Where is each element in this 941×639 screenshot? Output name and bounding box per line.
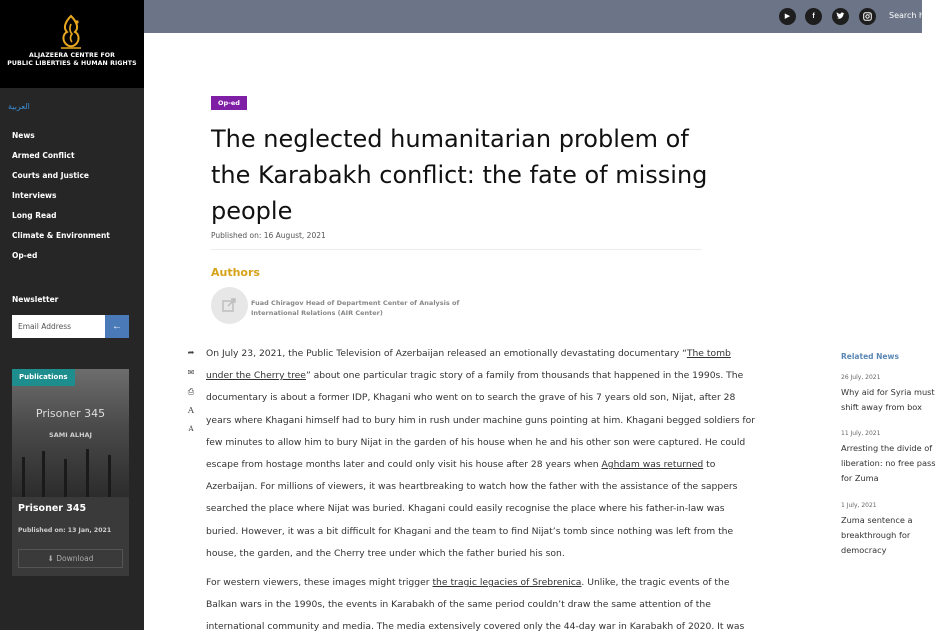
author-avatar[interactable] bbox=[211, 287, 248, 324]
publication-date: Published on: 13 Jan, 2021 bbox=[18, 527, 112, 534]
publications-tag: Publications bbox=[12, 369, 75, 386]
share-icon[interactable]: ➦ bbox=[187, 348, 195, 357]
nav-item-long-read[interactable]: Long Read bbox=[12, 211, 57, 220]
authors-heading: Authors bbox=[211, 266, 260, 279]
related-item-date: 26 July, 2021 bbox=[841, 374, 881, 381]
cover-fence-post bbox=[108, 455, 111, 497]
sidebar bbox=[0, 0, 144, 630]
top-bar bbox=[144, 0, 925, 33]
nav-item-courts-and-justice[interactable]: Courts and Justice bbox=[12, 171, 90, 180]
download-label: Download bbox=[56, 554, 94, 563]
article-title: The neglected humanitarian problem of the Karabakh conflict: the fate of missing people bbox=[211, 125, 708, 225]
link-srebrenica[interactable]: the tragic legacies of Srebrenica bbox=[432, 577, 582, 588]
cover-fence-post bbox=[86, 449, 89, 497]
paragraph-text: For western viewers, these images might trigger bbox=[206, 577, 433, 588]
divider bbox=[211, 249, 702, 250]
logo-line-2: PUBLIC LIBERTIES & HUMAN RIGHTS bbox=[7, 60, 137, 67]
twitter-bird-shape bbox=[836, 12, 845, 20]
logo[interactable] bbox=[0, 0, 144, 88]
related-news-heading: Related News bbox=[841, 352, 899, 361]
main-nav bbox=[12, 130, 110, 270]
nav-item-op-ed[interactable]: Op-ed bbox=[12, 251, 38, 260]
logo-text bbox=[0, 52, 144, 68]
related-item-title[interactable]: Zuma sentence a breakthrough for democracy bbox=[841, 515, 913, 555]
font-increase-icon[interactable]: A bbox=[187, 406, 195, 416]
related-item-date: 1 July, 2021 bbox=[841, 502, 877, 509]
newsletter-submit-button[interactable] bbox=[105, 315, 129, 338]
article-paragraph-1 bbox=[206, 343, 758, 565]
download-button[interactable] bbox=[18, 549, 123, 568]
published-date: Published on: 16 August, 2021 bbox=[211, 231, 326, 240]
facebook-icon[interactable]: f bbox=[805, 8, 822, 25]
paragraph-text: ” about one particular tragic story of a family from thousands that happened in the 1990s. The documentary is about a former IDP, Khagani who went on to search the grave of his 7 years old son, Nijat, after 28 years where Khagani himself had to bury him in rush under machine guns pointing at him. Khagani begged soldiers for few minutes to allow him to bury Nijat in the garden of his house when he and his other son were captured. He could escape from hostage months later and could only visit his house after 28 years when bbox=[206, 370, 756, 471]
publication-card[interactable] bbox=[12, 369, 129, 576]
instagram-icon[interactable] bbox=[859, 8, 876, 25]
related-item-date: 11 July, 2021 bbox=[841, 430, 881, 437]
print-icon[interactable]: ⎙ bbox=[187, 387, 195, 396]
cover-title: Prisoner 345 bbox=[35, 407, 106, 420]
font-decrease-icon[interactable]: A bbox=[188, 425, 194, 433]
search-label[interactable]: Search h bbox=[889, 11, 925, 20]
language-switch-link[interactable]: العربية bbox=[8, 102, 30, 111]
cover-author: SAMI ALHAJ bbox=[49, 431, 92, 439]
newsletter-label: Newsletter bbox=[12, 295, 59, 304]
article-paragraph-2 bbox=[206, 572, 758, 639]
logo-line-1: ALJAZEERA CENTRE FOR bbox=[28, 52, 116, 59]
nav-item-armed-conflict[interactable]: Armed Conflict bbox=[12, 151, 75, 160]
nav-item-news[interactable]: News bbox=[12, 131, 35, 140]
related-item-title[interactable]: Arresting the divide of liberation: no free pass for Zuma bbox=[841, 443, 936, 483]
youtube-icon[interactable]: ▶ bbox=[779, 8, 796, 25]
aljazeera-logo-icon bbox=[57, 14, 85, 52]
author-name[interactable]: Fuad Chiragov Head of Department Center of Analysis of International Relations (AIR Center) bbox=[251, 299, 460, 317]
publication-title[interactable]: Prisoner 345 bbox=[18, 503, 87, 514]
category-badge[interactable]: Op-ed bbox=[211, 96, 247, 110]
cover-fence-post bbox=[42, 451, 45, 497]
twitter-icon[interactable] bbox=[832, 8, 849, 25]
newsletter-email-input[interactable] bbox=[12, 315, 105, 338]
download-icon: ⬇ bbox=[47, 554, 54, 563]
email-icon[interactable]: ✉ bbox=[187, 368, 195, 377]
paragraph-text: to Azerbaijan. For millions of viewers, it was heartbreaking to watch how the father with the assistance of the sappers searched the place where Nijat was buried. Khagani could easily recognise the place where his father-in-law was buried. However, it was a bit difficult for Khagani and the team to find Nijat’s tomb since nothing was left from the house, the garden, and the Cherry tree under which the father buried his son. bbox=[206, 459, 738, 559]
external-link-icon bbox=[222, 298, 237, 313]
link-tomb-under-cherry-tree[interactable]: The tomb under the Cherry tree bbox=[206, 348, 731, 382]
paragraph-text: On July 23, 2021, the Public Television of Azerbaijan released an emotionally devastating documentary “ bbox=[206, 348, 687, 359]
cover-fence-post bbox=[64, 459, 67, 497]
arrow-left-icon: ← bbox=[112, 321, 122, 332]
nav-item-interviews[interactable]: Interviews bbox=[12, 191, 57, 200]
publication-cover-image[interactable] bbox=[12, 369, 129, 497]
cover-fence-post bbox=[22, 457, 25, 497]
nav-item-climate-environment[interactable]: Climate & Environment bbox=[12, 231, 110, 240]
instagram-camera-shape bbox=[863, 12, 872, 21]
paragraph-text: . Unlike, the tragic events of the Balkan wars in the 1990s, the events in Karabakh of the same period couldn’t draw the same attention of the international community and media. The media extensively covered only the 44-day war in Karabakh of 2020. It was bbox=[206, 577, 745, 633]
link-aghdam-returned[interactable]: Aghdam was returned bbox=[601, 459, 704, 471]
related-item-title[interactable]: Why aid for Syria must shift away from box bbox=[841, 387, 935, 412]
